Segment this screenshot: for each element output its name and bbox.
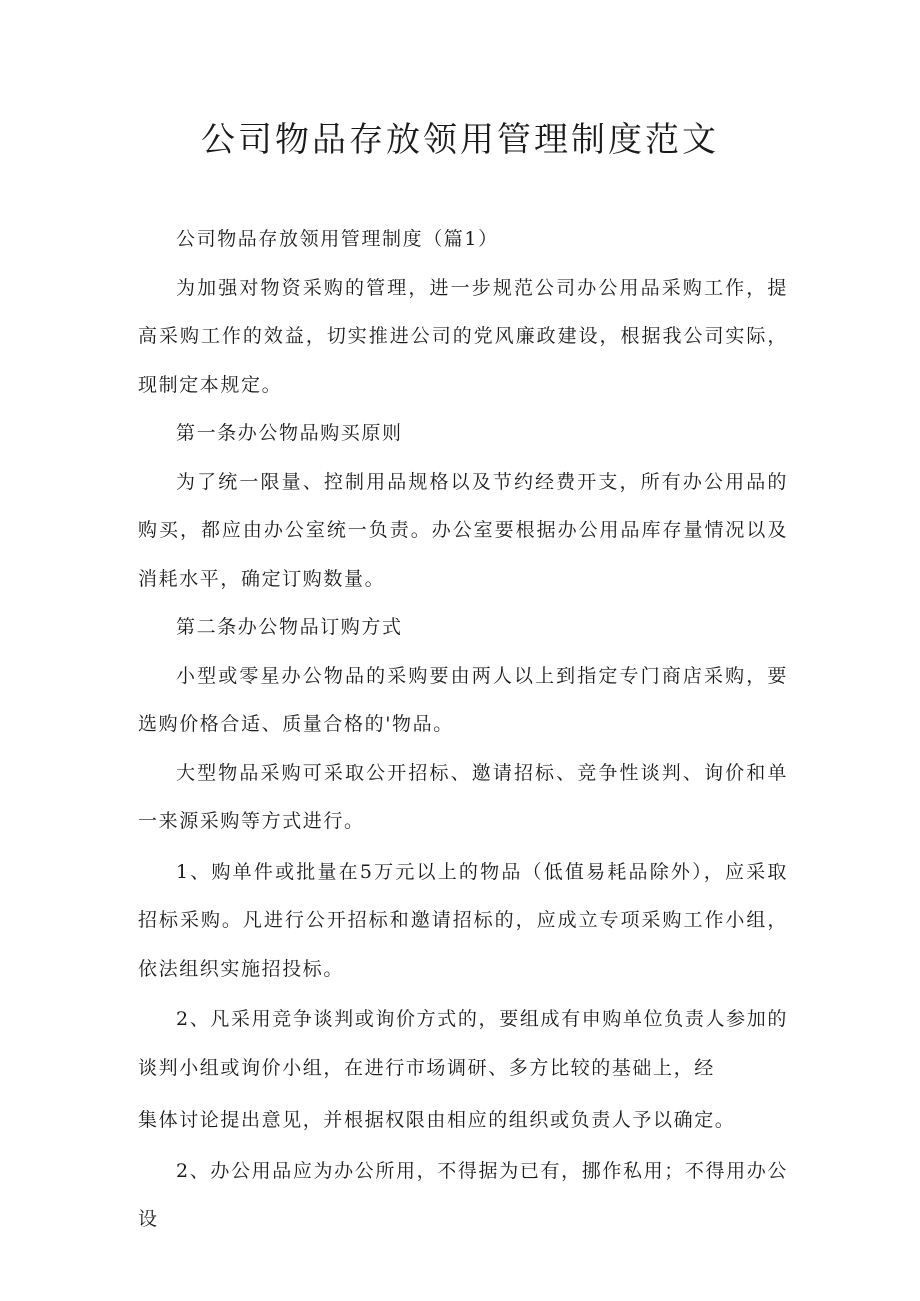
paragraph: 小型或零星办公物品的采购要由两人以上到指定专门商店采购，要选购价格合适、质量合格的'物品。: [138, 664, 788, 735]
list-item: 1、购单件或批量在5万元以上的物品（低值易耗品除外），应采取招标采购。凡进行公开招标和邀请招标的，应成立专项采购工作小组，依法组织实施招投标。: [138, 860, 788, 980]
paragraph: 为了统一限量、控制用品规格以及节约经费开支，所有办公用品的购买，都应由办公室统一负责。办公室要根据办公用品库存量情况以及消耗水平，确定订购数量。: [138, 470, 788, 590]
section-heading: 公司物品存放领用管理制度（篇1）: [176, 228, 499, 250]
list-item: 2、办公用品应为办公所用，不得据为已有，挪作私用；不得用办公设: [138, 1159, 788, 1230]
paragraph: 为加强对物资采购的管理，进一步规范公司办公用品采购工作，提高采购工作的效益，切实推进公司的党风廉政建设，根据我公司实际，现制定本规定。: [138, 276, 788, 396]
article-heading: 第二条办公物品订购方式: [176, 616, 403, 638]
paragraph: 大型物品采购可采取公开招标、邀请招标、竞争性谈判、询价和单一来源采购等方式进行。: [138, 761, 788, 832]
paragraph-continuation: 集体讨论提出意见，并根据权限由相应的组织或负责人予以确定。: [138, 1109, 736, 1131]
document-title: 公司物品存放领用管理制度范文: [201, 120, 719, 160]
document-body: [138, 215, 788, 1244]
list-item: 2、凡采用竞争谈判或询价方式的，要组成有申购单位负责人参加的谈判小组或询价小组，在进行市场调研、多方比较的基础上，经: [138, 1008, 788, 1079]
article-heading: 第一条办公物品购买原则: [176, 422, 403, 444]
